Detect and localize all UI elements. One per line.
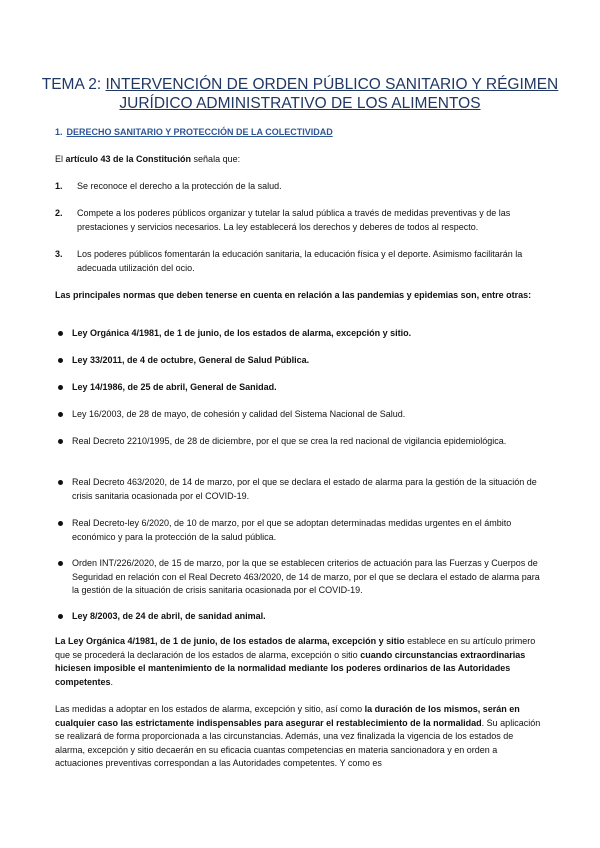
norm-item	[58, 327, 545, 341]
bullet-icon	[58, 412, 63, 417]
bullet-icon	[58, 331, 63, 336]
para2-text-2: . Su aplicación se realizará de forma proporcionada a las circunstancias. Además, una vez finalizada la vigencia de los estados de alarma, excepción y sitio decaerán en su eficacia cuantas competencias en materia sancionadora y en orden a actuaciones preventivas correspondan a las Autoridades competentes. Y como es	[55, 717, 541, 768]
title-line-2: JURÍDICO ADMINISTRATIVO DE LOS ALIMENTOS	[119, 95, 481, 112]
item-text: Compete a los poderes públicos organizar y tutelar la salud pública a través de medidas preventivas y de las prestaciones y servicios necesarios. La ley establecerá los derechos y deberes de todos al respecto.	[77, 208, 511, 232]
item-number: 3.	[55, 249, 63, 259]
bullet-icon	[58, 358, 63, 363]
page-title	[40, 75, 560, 113]
intro-text: El	[55, 154, 66, 164]
norm-item	[58, 408, 545, 422]
norm-text: Ley 14/1986, de 25 de abril, General de Sanidad.	[72, 382, 277, 392]
norm-item	[58, 476, 545, 503]
norm-item	[58, 354, 545, 368]
title-prefix: TEMA 2:	[41, 76, 106, 93]
norm-text: Orden INT/226/2020, de 15 de marzo, por la que se establecen criterios de actuación para las Fuerzas y Cuerpos de Seguridad en relación con el Real Decreto 463/2020, de 14 de marzo, por el que se declara el estado de alarma para la gestión de la situación de crisis sanitaria ocasionada por el COVID-19.	[72, 558, 540, 595]
bullet-icon	[58, 385, 63, 390]
intro-paragraph	[55, 153, 545, 167]
para1-bold-2: cuando circunstancias extraordinarias hiciesen imposible el mantenimiento de la normalidad mediante los poderes ordinarios de las Autoridades competentes	[55, 649, 526, 687]
paragraph-medidas	[55, 703, 545, 771]
norm-text: Real Decreto 463/2020, de 14 de marzo, por el que se declara el estado de alarma para la gestión de la situación de crisis sanitaria ocasionada por el COVID-19.	[72, 477, 537, 501]
bullet-icon	[58, 614, 63, 619]
norm-item	[58, 435, 545, 449]
numbered-item	[55, 248, 545, 275]
norm-item	[58, 610, 545, 624]
item-number: 1.	[55, 181, 63, 191]
title-line-1: INTERVENCIÓN DE ORDEN PÚBLICO SANITARIO Y RÉGIMEN	[105, 76, 559, 93]
intro-bold: artículo 43 de la Constitución	[65, 154, 192, 164]
norm-item	[58, 517, 545, 544]
bullet-icon	[58, 561, 63, 566]
bullet-icon	[58, 480, 63, 485]
para1-text-1: establece en su artículo primero que se procederá la declaración de los estados de alarma, excepción o sitio	[55, 636, 536, 660]
para2-text-1: Las medidas a adoptar en los estados de alarma, excepción y sitio, así como	[55, 704, 365, 714]
norms-intro: Las principales normas que deben tenerse en cuenta en relación a las pandemias y epidemias son, entre otras:	[55, 290, 532, 300]
norm-text: Ley 16/2003, de 28 de mayo, de cohesión y calidad del Sistema Nacional de Salud.	[72, 409, 406, 419]
norm-text: Real Decreto-ley 6/2020, de 10 de marzo, por el que se adoptan determinadas medidas urgentes en el ámbito económico y para la protección de la salud pública.	[72, 518, 512, 542]
norm-item	[58, 557, 545, 598]
para1-bold-1: La Ley Orgánica 4/1981, de 1 de junio, de los estados de alarma, excepción y sitio	[55, 636, 405, 646]
norm-text: Ley 33/2011, de 4 de octubre, General de Salud Pública.	[72, 355, 310, 365]
norm-item	[58, 381, 545, 395]
bullet-icon	[58, 439, 63, 444]
item-text: Los poderes públicos fomentarán la educación sanitaria, la educación física y el deporte. Asimismo facilitarán la adecuada utilización del ocio.	[77, 249, 523, 273]
section-heading	[55, 127, 333, 137]
numbered-item	[55, 180, 545, 194]
section-number: 1.	[55, 127, 63, 137]
para2-bold-1: la duración de los mismos, serán en cualquier caso las estrictamente indispensables para asegurar el restablecimiento de la normalidad	[55, 704, 520, 728]
numbered-item	[55, 207, 545, 234]
bullet-icon	[58, 521, 63, 526]
item-number: 2.	[55, 208, 63, 218]
norm-text: Ley Orgánica 4/1981, de 1 de junio, de los estados de alarma, excepción y sitio.	[72, 328, 412, 338]
norm-text: Real Decreto 2210/1995, de 28 de diciembre, por el que se crea la red nacional de vigilancia epidemiológica.	[72, 436, 507, 446]
norm-text: Ley 8/2003, de 24 de abril, de sanidad animal.	[72, 611, 266, 621]
item-text: Se reconoce el derecho a la protección de la salud.	[77, 181, 282, 191]
intro-text-end: señala que:	[191, 154, 241, 164]
paragraph-ley-organica	[55, 635, 545, 689]
section-title: DERECHO SANITARIO Y PROTECCIÓN DE LA COLECTIVIDAD	[66, 127, 333, 137]
para1-text-2: .	[110, 676, 114, 687]
